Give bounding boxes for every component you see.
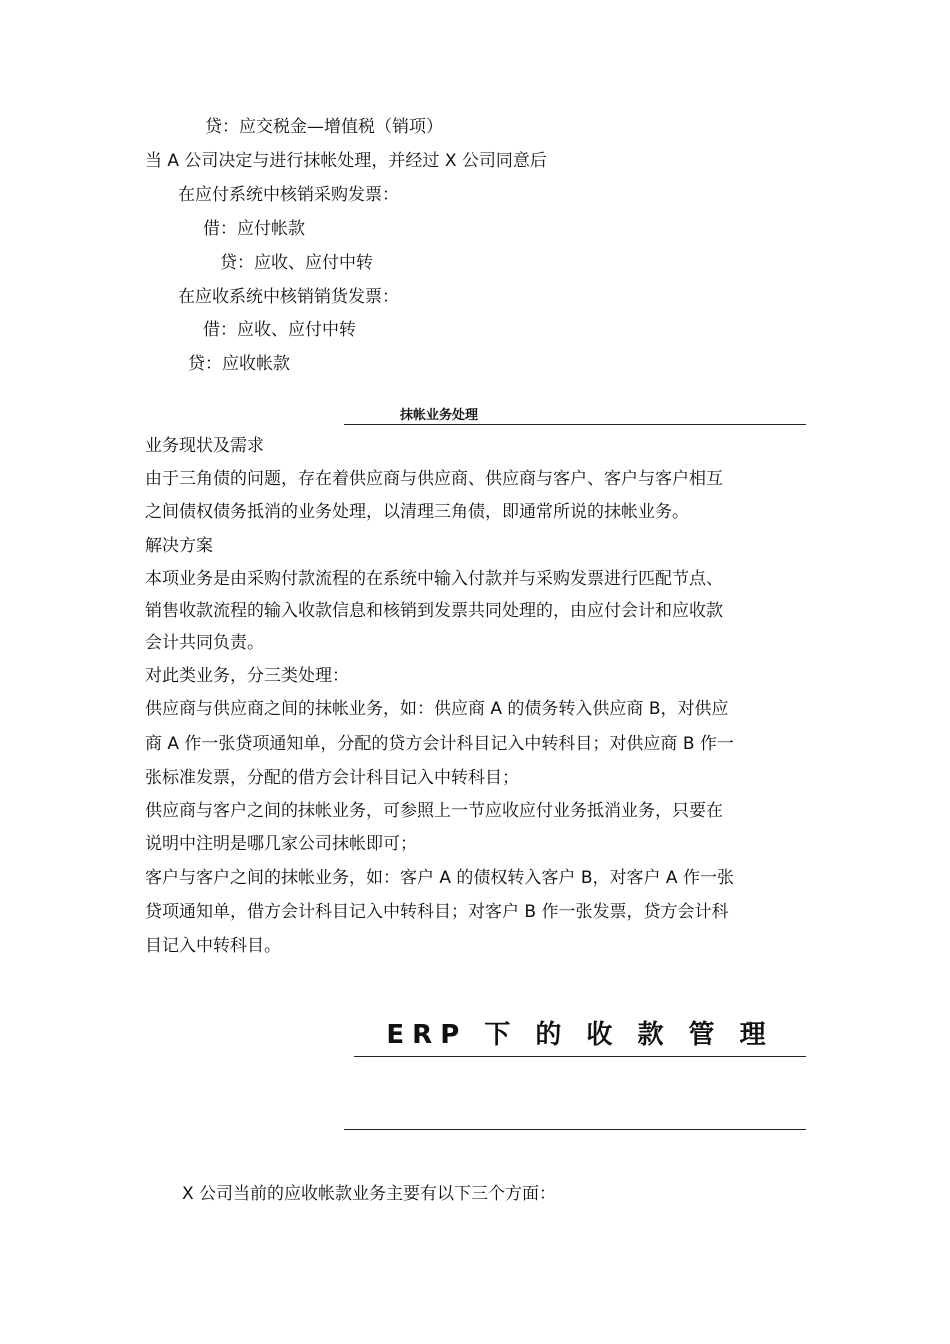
condition-text: 当 A 公司决定与进行抹帐处理，并经过 X 公司同意后 xyxy=(145,151,547,171)
status-heading: 业务现状及需求 xyxy=(145,436,264,456)
paragraph-line: 贷项通知单，借方会计科目记入中转科目；对客户 B 作一张发票，贷方会计科 xyxy=(145,902,729,922)
section-title-text: 抹帐业务处理 xyxy=(399,408,478,423)
paragraph-line: 张标准发票，分配的借方会计科目记入中转科目； xyxy=(145,768,519,788)
payable-debit-entry: 借：应付帐款 xyxy=(203,219,305,239)
paragraph-line: 说明中注明是哪几家公司抹帐即可； xyxy=(145,834,417,854)
paragraph-line: 之间债权债务抵消的业务处理，以清理三角债，即通常所说的抹帐业务。 xyxy=(145,502,689,522)
classify-heading: 对此类业务，分三类处理： xyxy=(145,666,349,686)
chapter-title: ERP 下 的 收 款 管 理 xyxy=(354,1014,806,1057)
chapter-intro: X 公司当前的应收帐款业务主要有以下三个方面： xyxy=(182,1184,557,1204)
solution-heading: 解决方案 xyxy=(145,536,213,556)
payable-credit-entry: 贷：应收、应付中转 xyxy=(220,253,373,273)
paragraph-line: 由于三角债的问题，存在着供应商与供应商、供应商与客户、客户与客户相互 xyxy=(145,469,723,489)
paragraph-line: 商 A 作一张贷项通知单，分配的贷方会计科目记入中转科目；对供应商 B 作一 xyxy=(145,734,734,754)
paragraph-line: 销售收款流程的输入收款信息和核销到发票共同处理的，由应付会计和应收款 xyxy=(145,601,723,621)
payable-heading: 在应付系统中核销采购发票： xyxy=(178,185,399,205)
paragraph-line: 会计共同负责。 xyxy=(145,633,264,653)
paragraph-line: 供应商与客户之间的抹帐业务，可参照上一节应收应付业务抵消业务，只要在 xyxy=(145,801,723,821)
paragraph-line: 本项业务是由采购付款流程的在系统中输入付款并与采购发票进行匹配节点、 xyxy=(145,569,723,589)
paragraph-line: 客户与客户之间的抹帐业务，如：客户 A 的债权转入客户 B，对客户 A 作一张 xyxy=(145,868,734,888)
receivable-heading: 在应收系统中核销销货发票： xyxy=(178,287,399,307)
section-title xyxy=(344,402,806,425)
receivable-credit-entry: 贷：应收帐款 xyxy=(188,354,290,374)
credit-tax-entry: 贷：应交税金—增值税（销项） xyxy=(205,117,443,137)
divider-rule xyxy=(344,1129,806,1130)
paragraph-line: 供应商与供应商之间的抹帐业务，如：供应商 A 的债务转入供应商 B，对供应 xyxy=(145,699,729,719)
receivable-debit-entry: 借：应收、应付中转 xyxy=(203,320,356,340)
paragraph-line: 目记入中转科目。 xyxy=(145,936,281,956)
